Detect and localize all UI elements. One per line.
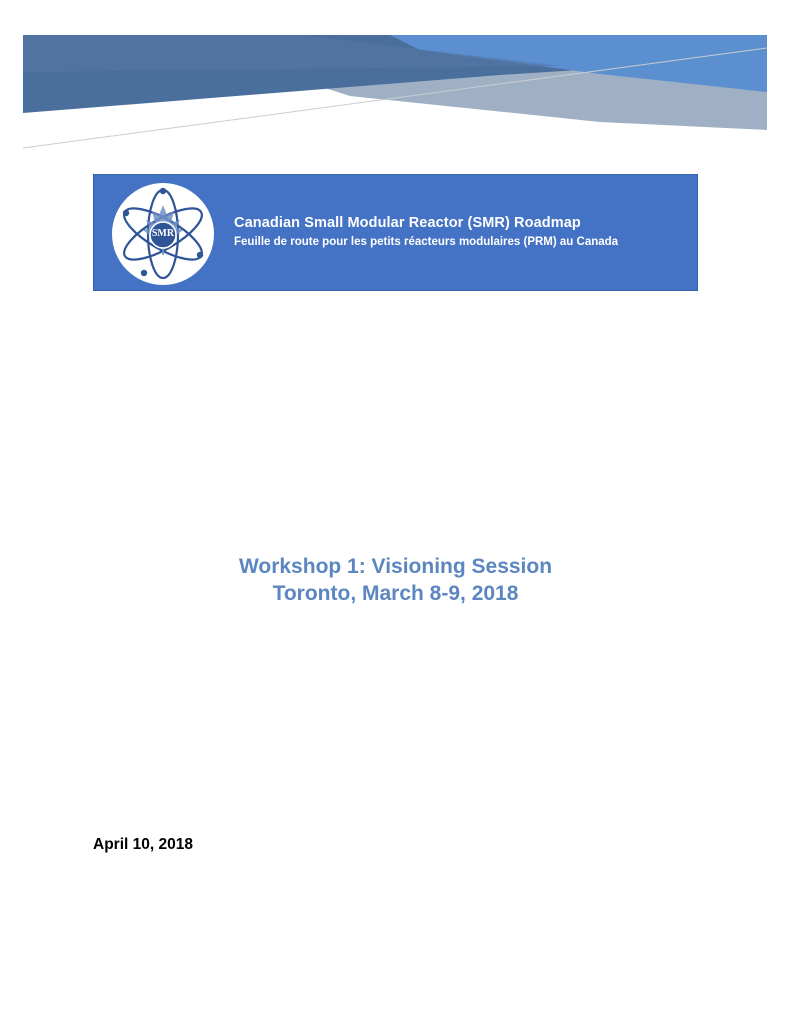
logo-text: SMR bbox=[151, 228, 175, 239]
document-title bbox=[0, 553, 791, 607]
document-date: April 10, 2018 bbox=[93, 836, 193, 853]
banner-title: Canadian Small Modular Reactor (SMR) Roadmap bbox=[234, 215, 581, 231]
header-ribbon-graphic bbox=[0, 0, 791, 160]
banner-subtitle: Feuille de route pour les petits réacteurs modulaires (PRM) au Canada bbox=[234, 236, 619, 248]
document-title-line-2: Toronto, March 8-9, 2018 bbox=[272, 582, 519, 605]
smr-logo bbox=[112, 183, 214, 285]
document-title-line-1: Workshop 1: Visioning Session bbox=[238, 555, 553, 578]
roadmap-banner bbox=[93, 174, 698, 291]
